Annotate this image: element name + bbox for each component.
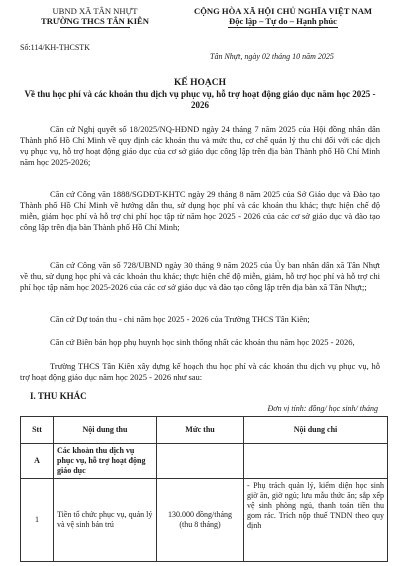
group-stt: A	[21, 444, 54, 479]
column-header: Mức thu	[157, 417, 244, 444]
parent-agency: UBND XÃ TÂN NHỰT	[52, 6, 138, 16]
body-paragraph: Căn cứ Công văn số 728/UBND ngày 30 tháng 9 năm 2025 của Ủy ban nhân dân xã Tân Nhựt về thu, sử dụng học phí và các khoản thu khác; thực hiện chế độ miễn, giảm, hỗ trợ học phí và hỗ trợ chi phí học tập năm học 2025-2026 của các cơ sở giáo dục và đào tạo công lập trên địa bàn xã Tân Nhựt;;	[20, 260, 380, 292]
rate-note: (thu 8 tháng)	[179, 520, 221, 529]
column-header: Nội dung thu	[54, 417, 157, 444]
row-usage: - Phụ trách quản lý, kiểm diện học sinh giờ ăn, giờ ngủ; lưu mẫu thức ăn; sắp xếp vệ sinh phòng ngủ, thanh toán tiền thu gom rác. Trích nộp thuế TNDN theo quy định	[244, 479, 388, 562]
document-subtitle: Về thu học phí và các khoản thu dịch vụ phục vụ, hỗ trợ hoạt động giáo dục năm học 2025 - 2026	[24, 89, 376, 110]
document-title: KẾ HOẠCH	[174, 78, 226, 88]
group-label: Các khoản thu dịch vụ phục vụ, hỗ trợ hoạt động giáo dục	[54, 444, 157, 479]
table-header-row	[21, 417, 388, 444]
agency-underline	[60, 27, 130, 28]
motto-underline	[228, 27, 338, 28]
table-row	[21, 479, 388, 562]
issuing-agency-block	[20, 6, 170, 28]
country-name: CỘNG HÒA XÃ HỘI CHỦ NGHĨA VIỆT NAM	[193, 6, 373, 16]
body-paragraph: Căn cứ Biên bản họp phụ huynh học sinh thống nhất các khoản thu năm học 2025 - 2026,	[50, 337, 355, 347]
body-paragraph: Trường THCS Tân Kiên xây dựng kế hoạch thu học phí và các khoản thu dịch vụ phục vụ, hỗ trợ hoạt động giáo dục năm học 2025 - 2026 như sau:	[20, 361, 380, 382]
body-paragraph: Căn cứ Nghị quyết số 18/2025/NQ-HĐND ngày 24 tháng 7 năm 2025 của Hội đồng nhân dân Thành phố Hồ Chí Minh về quy định các khoản thu và mức thu, cơ chế quản lý thu chi đối với các dịch vụ phục vụ, hỗ trợ hoạt động giáo dục của cơ sở giáo dục công lập trên địa bàn Thành phố Hồ Chí Minh năm học 2025-2026;	[20, 124, 380, 167]
column-header: Stt	[21, 417, 54, 444]
row-item: Tiền tổ chức phục vụ, quản lý và vệ sinh bán trú	[54, 479, 157, 562]
body-paragraph: Căn cứ Công văn 1888/SGDĐT-KHTC ngày 29 tháng 8 năm 2025 của Sở Giáo dục và Đào tạo Thành phố Hồ Chí Minh về hướng dẫn thu, sử dụng học phí và các khoản thu khác; thực hiện chế độ miễn, giảm học phí và hỗ trợ chi phí học tập từ năm học 2025 - 2026 của các cơ sở giáo dục và đào tạo công lập trên địa bàn Thành phố Hồ Chí Minh;	[20, 189, 380, 232]
row-rate	[157, 479, 244, 562]
empty-cell	[157, 444, 244, 479]
column-header: Nội dung chi	[244, 417, 388, 444]
rate-amount: 130.000 đồng/tháng	[168, 510, 232, 519]
document-number: Số:114/KH-THCSTK	[20, 43, 90, 52]
place-and-date: Tân Nhựt, ngày 02 tháng 10 năm 2025	[210, 52, 334, 61]
body-paragraph: Căn cứ Dự toán thu - chi năm học 2025 - 2026 của Trường THCS Tân Kiên;	[50, 314, 310, 324]
fee-table	[20, 416, 388, 562]
unit-note: Đơn vị tính: đồng/ học sinh/ tháng	[267, 404, 378, 413]
empty-cell	[244, 444, 388, 479]
table-group-row	[21, 444, 388, 479]
national-header-block	[176, 6, 390, 28]
school-name: TRƯỜNG THCS TÂN KIÊN	[40, 16, 149, 26]
section-heading: I. THU KHÁC	[30, 391, 87, 401]
row-stt: 1	[21, 479, 54, 562]
national-motto: Độc lập – Tự do – Hạnh phúc	[229, 16, 337, 26]
